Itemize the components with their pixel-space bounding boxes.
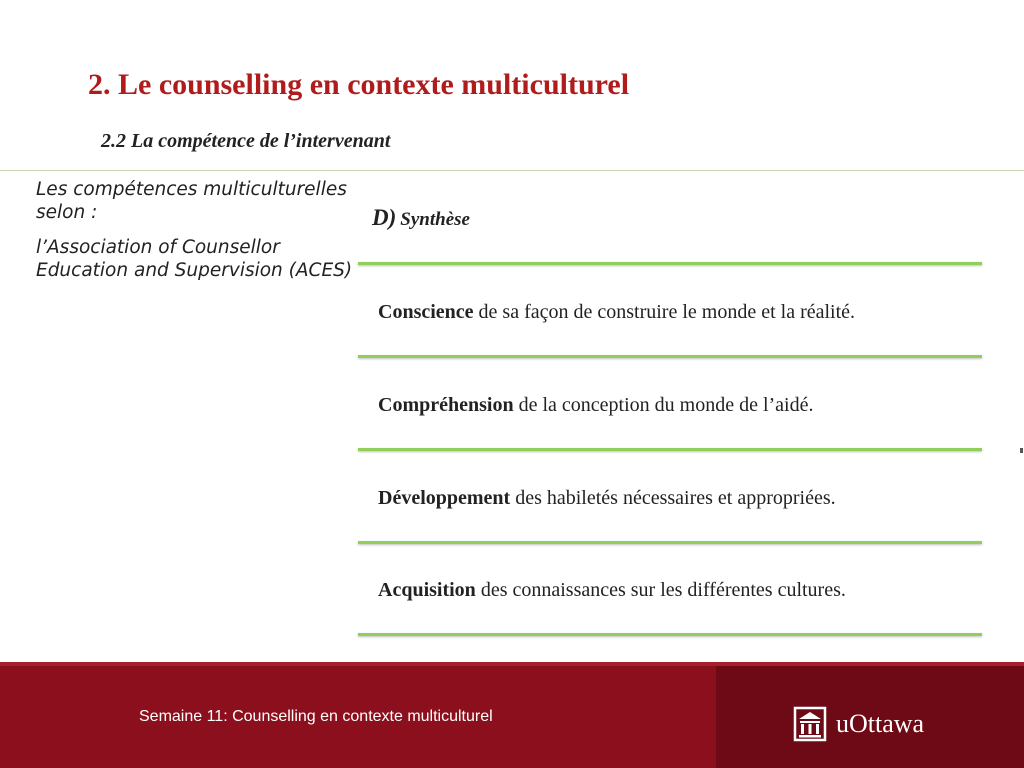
uottawa-logo <box>792 704 924 744</box>
item-keyword: Acquisition <box>378 579 476 601</box>
item-text: de la conception du monde de l’aidé. <box>513 394 814 416</box>
header-divider <box>0 170 1024 171</box>
list-item <box>378 487 836 510</box>
synthesis-letter: D) <box>372 205 397 230</box>
item-text: des connaissances sur les différentes cultures. <box>475 579 846 601</box>
slide-title: 2. Le counselling en contexte multiculturel <box>88 68 630 101</box>
item-text: de sa façon de construire le monde et la réalité. <box>473 301 856 323</box>
green-divider <box>358 633 982 636</box>
green-divider <box>358 541 982 544</box>
footer-text: Semaine 11: Counselling en contexte multiculturel <box>139 708 493 725</box>
item-keyword: Conscience <box>378 301 474 323</box>
green-divider <box>358 448 982 451</box>
item-keyword: Développement <box>378 487 511 509</box>
list-item <box>378 394 813 417</box>
slide-subtitle: 2.2 La compétence de l’intervenant <box>101 130 391 152</box>
edge-mark <box>1020 448 1023 453</box>
item-text: des habiletés nécessaires et appropriées. <box>510 487 836 509</box>
list-item <box>378 301 855 324</box>
left-column <box>36 178 356 294</box>
green-divider <box>358 355 982 358</box>
item-keyword: Compréhension <box>378 394 514 416</box>
synthesis-label: Synthèse <box>400 209 470 230</box>
list-item <box>378 579 846 602</box>
left-heading: Les compétences multiculturelles selon : <box>36 179 347 223</box>
left-source: l’Association of Counsellor Education and Supervision (ACES) <box>36 237 353 281</box>
building-icon <box>792 704 828 744</box>
green-divider <box>358 262 982 265</box>
logo-text: uOttawa <box>836 709 925 738</box>
synthesis-heading <box>372 205 470 231</box>
